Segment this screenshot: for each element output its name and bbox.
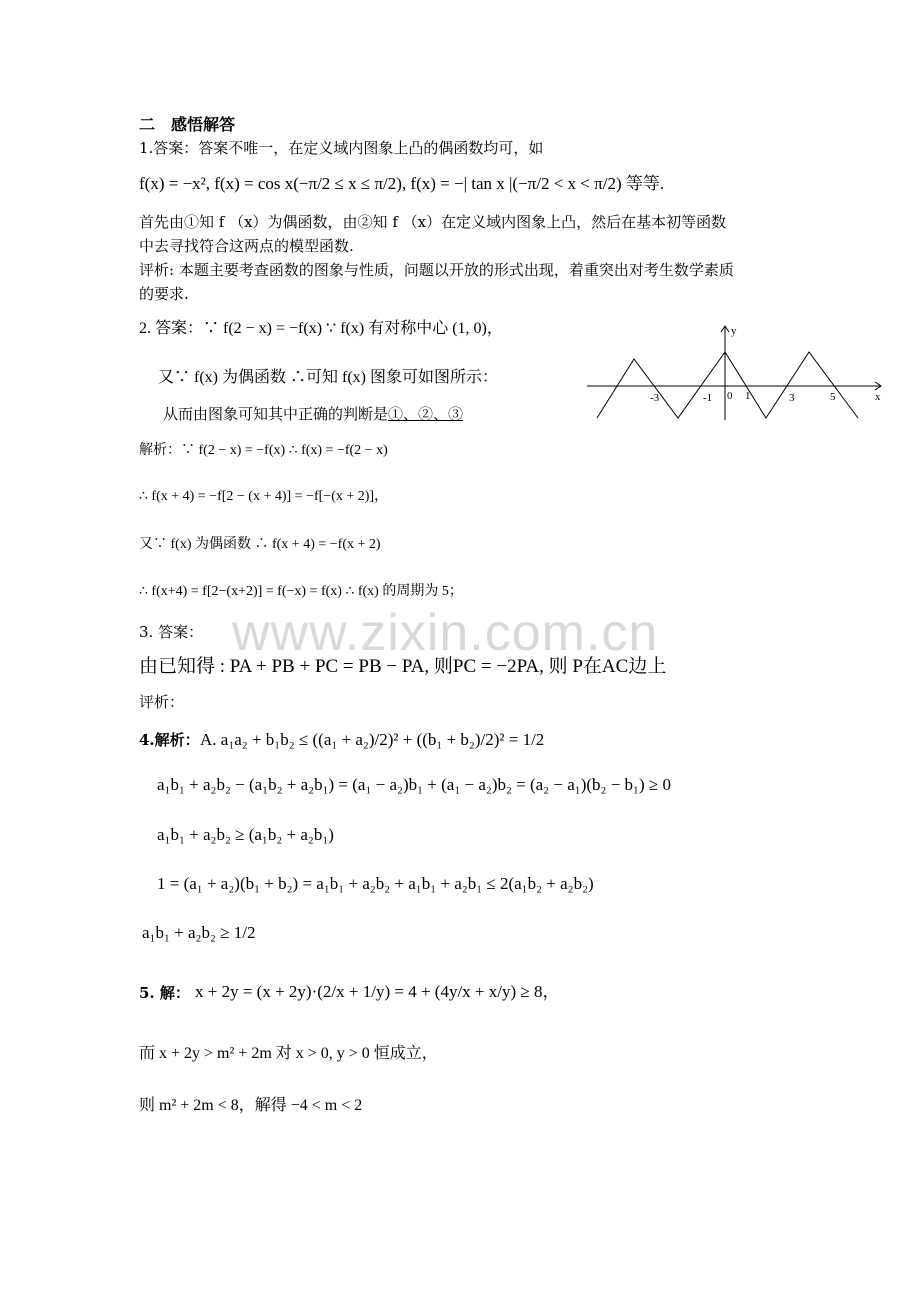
q4-line-2: a₁b₁ + a₂b₂ − (a₁b₂ + a₂b₁) = (a₁ − a₂)b₁ + (a₁ − a₂)b₂ = (a₂ − a₁)(b₂ − b₁) ≥ 0 — [157, 775, 671, 794]
q2-line-3 — [163, 404, 463, 424]
q2-answer-line: 2. 答案：∵ f(2 − x) = −f(x) ∵ f(x) 有对称中心 (1, 0)， — [139, 320, 503, 337]
periodic-function-graph — [585, 322, 885, 422]
q1-formula: f(x) = −x², f(x) = cos x(−π/2 ≤ x ≤ π/2), f(x) = −| tan x |(−π/2 < x < π/2) 等等. — [139, 174, 665, 193]
tick-label: -1 — [703, 392, 713, 404]
function-curve — [597, 352, 858, 418]
q5-line-2: 而 x + 2y > m² + 2m 对 x > 0, y > 0 恒成立， — [139, 1045, 438, 1062]
tick-label: 5 — [830, 391, 836, 403]
section-title: 二 感悟解答 — [139, 115, 236, 134]
q1-answer-intro: 1.答案：答案不唯一，在定义域内图象上凸的偶函数均可，如 — [139, 139, 544, 157]
q2-line-3-prefix: 从而由图象可知其中正确的判断是 — [163, 405, 389, 423]
q1-explain-1: 首先由①知 f （x）为偶函数，由②知 f （x）在定义域内图象上凸，然后在基本初等函数 — [139, 213, 727, 231]
y-axis-label: y — [731, 325, 737, 337]
q2-analysis-2: ∴ f(x + 4) = −f[2 − (x + 4)] = −f[−(x + 2)]， — [139, 489, 389, 504]
q4-line-4: 1 = (a₁ + a₂)(b₁ + b₂) = a₁b₁ + a₂b₂ + a₁b₁ + a₂b₁ ≤ 2(a₁b₂ + a₂b₂) — [157, 874, 594, 893]
tick-label: 3 — [789, 392, 795, 404]
q1-comment-2: 的要求. — [139, 285, 189, 303]
q3-comment: 评析： — [139, 693, 185, 711]
q2-line-2: 又∵ f(x) 为偶函数 ∴可知 f(x) 图象可如图所示： — [158, 369, 498, 386]
q2-analysis-3: 又∵ f(x) 为偶函数 ∴ f(x + 4) = −f(x + 2) — [139, 537, 381, 552]
q1-explain-2: 中去寻找符合这两点的模型函数. — [139, 237, 354, 255]
q2-line-3-answer: ①、②、③ — [388, 405, 464, 423]
x-axis-label: x — [875, 391, 881, 403]
q1-comment-1: 评析: 本题主要考查函数的图象与性质，问题以开放的形式出现，着重突出对考生数学素质 — [139, 261, 734, 279]
tick-label: 1 — [745, 390, 751, 402]
q4-line-5: a₁b₁ + a₂b₂ ≥ 1/2 — [142, 923, 256, 942]
q3-line: 由已知得 : PA + PB + PC = PB − PA, 则PC = −2PA, 则 P在AC边上 — [139, 656, 667, 677]
watermark: www.zixin.com.cn — [232, 604, 659, 662]
q4-line-1: A. a₁a₂ + b₁b₂ ≤ ((a₁ + a₂)/2)² + ((b₁ + b₂)/2)² = 1/2 — [200, 730, 545, 749]
tick-label: -3 — [650, 392, 660, 404]
q4-label: 4.解析： — [139, 731, 200, 749]
q5-line-1: x + 2y = (x + 2y)·(2/x + 1/y) = 4 + (4y/x + x/y) ≥ 8， — [195, 982, 560, 1001]
q5-label: 5. 解： — [139, 984, 190, 1002]
q4-line-3: a₁b₁ + a₂b₂ ≥ (a₁b₂ + a₂b₁) — [157, 825, 334, 844]
q3-answer: 3. 答案： — [139, 623, 204, 641]
q2-analysis-4: ∴ f(x+4) = f[2−(x+2)] = f(−x) = f(x) ∴ f(x) 的周期为 5； — [139, 584, 463, 599]
q2-analysis-1: 解析：∵ f(2 − x) = −f(x) ∴ f(x) = −f(2 − x) — [139, 443, 388, 458]
q5-line-3: 则 m² + 2m < 8，解得 −4 < m < 2 — [139, 1097, 363, 1114]
tick-label: 0 — [727, 390, 733, 402]
